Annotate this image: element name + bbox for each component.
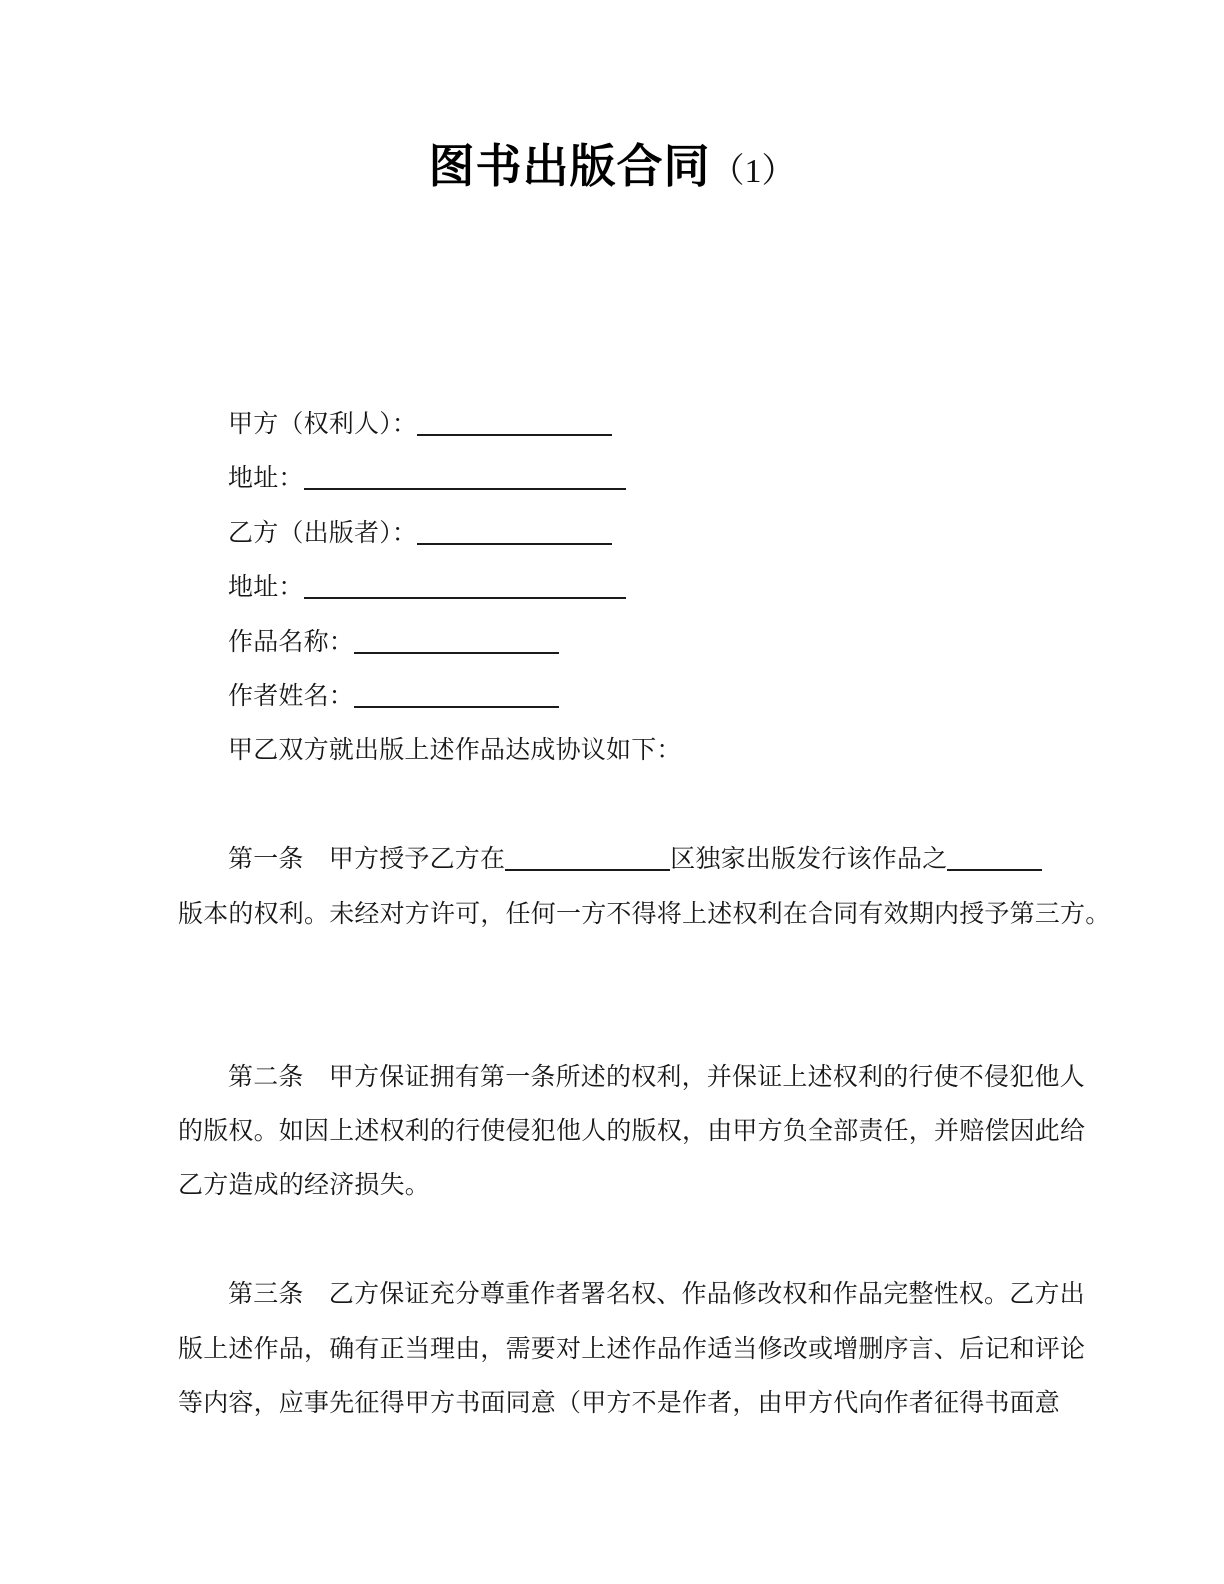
text-run: 区独家出版发行该作品之	[670, 846, 948, 874]
field-party-a-line	[178, 398, 1188, 452]
text-run: 乙方（出版者）：	[228, 519, 418, 547]
text-run: 甲乙双方就出版上述作品达成协议如下：	[228, 737, 682, 765]
clause-3-line-2	[178, 1323, 1188, 1377]
text-run: 地址：	[228, 465, 304, 493]
clause-3-line-1	[178, 1268, 1188, 1322]
fill-in-blank	[417, 432, 612, 436]
text-run: 版本的权利。未经对方许可，任何一方不得将上述权利在合同有效期内授予第三方。	[178, 900, 1111, 928]
document-title	[0, 134, 1224, 204]
agreement-intro-line	[178, 724, 1188, 778]
text-run: 乙方造成的经济损失。	[178, 1172, 431, 1200]
spacer-line	[178, 779, 1188, 833]
fill-in-blank	[947, 867, 1042, 871]
text-run: 第三条 乙方保证充分尊重作者署名权、作品修改权和作品完整性权。乙方出	[228, 1281, 1085, 1309]
fill-in-blank	[505, 867, 670, 871]
fill-in-blank	[304, 595, 626, 599]
contract-body	[178, 398, 1188, 1431]
spacer-line	[178, 942, 1188, 996]
clause-2-line-1	[178, 1051, 1188, 1105]
clause-1-line-2	[178, 888, 1188, 942]
field-party-b-address-line	[178, 561, 1188, 615]
fill-in-blank	[354, 650, 559, 654]
fill-in-blank	[354, 704, 559, 708]
text-run: 地址：	[228, 574, 304, 602]
spacer-line	[178, 996, 1188, 1050]
text-run: 等内容，应事先征得甲方书面同意（甲方不是作者，由甲方代向作者征得书面意	[178, 1390, 1061, 1418]
clause-3-line-3	[178, 1377, 1188, 1431]
field-author-name-line	[178, 670, 1188, 724]
field-party-b-line	[178, 507, 1188, 561]
text-run: 版上述作品，确有正当理由，需要对上述作品作适当修改或增删序言、后记和评论	[178, 1335, 1086, 1363]
text-run: 作品名称：	[228, 628, 355, 656]
text-run: 的版权。如因上述权利的行使侵犯他人的版权，由甲方负全部责任，并赔偿因此给	[178, 1118, 1086, 1146]
clause-2-line-3	[178, 1159, 1188, 1213]
clause-1-line-1	[178, 833, 1188, 887]
fill-in-blank	[304, 486, 626, 490]
text-run: 第二条 甲方保证拥有第一条所述的权利，并保证上述权利的行使不侵犯他人	[228, 1063, 1085, 1091]
clause-2-line-2	[178, 1105, 1188, 1159]
document-title-main: 图书出版合同	[428, 140, 711, 192]
field-party-a-address-line	[178, 452, 1188, 506]
text-run: 第一条 甲方授予乙方在	[228, 846, 506, 874]
field-work-name-line	[178, 616, 1188, 670]
spacer-line	[178, 1214, 1188, 1268]
document-title-suffix: （1）	[710, 153, 796, 190]
fill-in-blank	[417, 541, 612, 545]
text-run: 作者姓名：	[228, 682, 355, 710]
text-run: 甲方（权利人）：	[228, 411, 418, 438]
